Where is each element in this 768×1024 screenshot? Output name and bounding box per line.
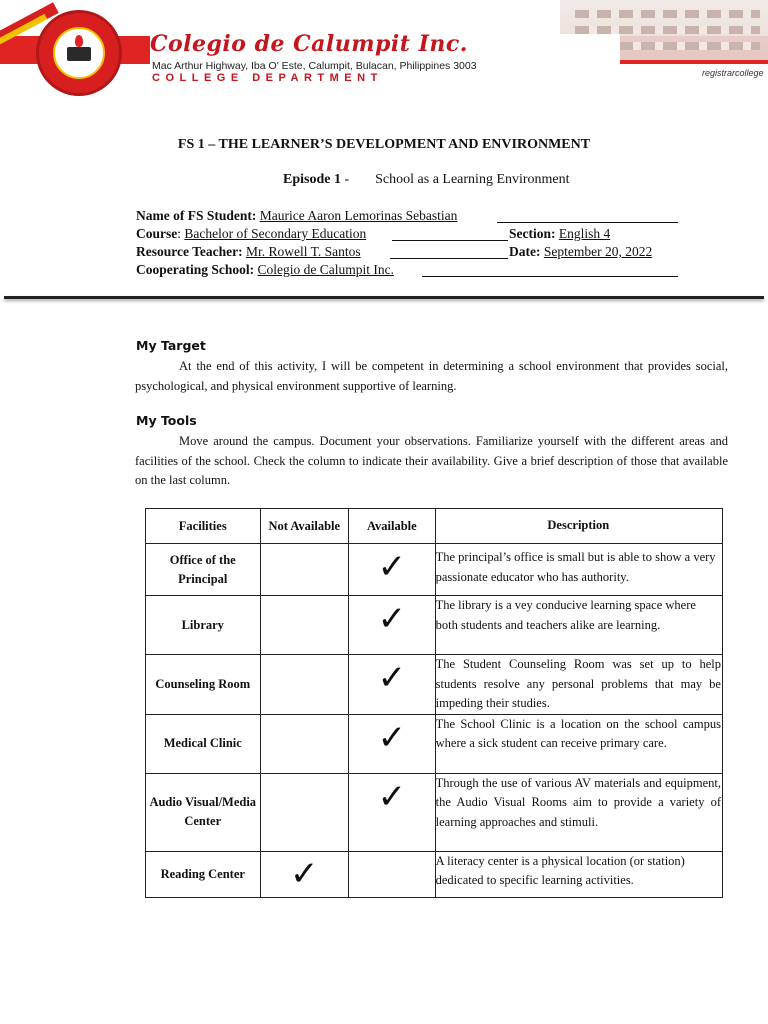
document-title: FS 1 – THE LEARNER’S DEVELOPMENT AND ENVIRONMENT — [177, 137, 591, 152]
school-seal-logo — [36, 10, 122, 96]
teacher-value: Mr. Rowell T. Santos — [245, 244, 361, 259]
not-available-cell — [260, 544, 349, 596]
course-separator: : — [177, 226, 182, 241]
description-cell: The School Clinic is a location on the school campus where a sick student can receive primary care. — [435, 714, 722, 773]
table-row — [146, 596, 723, 655]
table-header-row — [146, 509, 723, 544]
course-label: Course — [136, 226, 178, 241]
not-available-cell — [260, 714, 349, 773]
episode-title: School as a Learning Environment — [375, 172, 570, 187]
description-cell: A literacy center is a physical location (or station) dedicated to specific learning activities. — [435, 851, 722, 897]
available-cell — [349, 714, 436, 773]
header-available: Available — [349, 509, 436, 544]
header-facilities: Facilities — [146, 509, 261, 544]
facility-name: Office of the Principal — [146, 544, 261, 596]
checkmark-icon: ✓ — [290, 854, 319, 894]
date-row — [509, 244, 652, 260]
description-cell: The library is a vey conducive learning space where both students and teachers alike are learning. — [435, 596, 722, 655]
student-name-label: Name of FS Student: — [136, 208, 257, 223]
facility-name: Library — [146, 596, 261, 655]
school-address: Mac Arthur Highway, Iba O' Este, Calumpit, Bulacan, Philippines 3003 — [152, 60, 477, 72]
checkmark-icon: ✓ — [377, 547, 407, 587]
description-cell: The Student Counseling Room was set up to help students resolve any personal problems that may be impeding their studies. — [435, 655, 722, 715]
available-cell — [349, 544, 436, 596]
course-value: Bachelor of Secondary Education — [184, 226, 367, 241]
student-name-line — [497, 222, 678, 223]
facility-name: Reading Center — [146, 851, 261, 897]
school-line — [422, 276, 678, 277]
department-name: COLLEGE DEPARTMENT — [152, 72, 383, 84]
header-description: Description — [435, 509, 722, 544]
target-heading: My Target — [136, 338, 206, 353]
not-available-cell — [260, 596, 349, 655]
checkmark-icon: ✓ — [377, 599, 407, 639]
section-row — [509, 226, 610, 242]
description-cell: The principal’s office is small but is able to show a very passionate educator who has authority. — [435, 544, 722, 596]
header-divider — [4, 296, 764, 299]
teacher-label: Resource Teacher: — [136, 244, 243, 259]
target-text: At the end of this activity, I will be competent in determining a school environment that provides social, psychological, and physical environment supportive of learning. — [135, 359, 728, 393]
building-windows — [575, 26, 760, 34]
episode-line — [283, 172, 570, 188]
school-name: Colegio de Calumpit Inc. — [150, 31, 468, 57]
checkmark-icon: ✓ — [377, 776, 407, 817]
facility-name: Audio Visual/Media Center — [146, 773, 261, 851]
table-row — [146, 773, 723, 851]
facility-name: Medical Clinic — [146, 714, 261, 773]
tools-text: Move around the campus. Document your observations. Familiarize yourself with the different areas and facilities of the school. Check the column to indicate their availability. Give a brief description of those that available on the last column. — [135, 434, 728, 487]
description-cell: Through the use of various AV materials and equipment, the Audio Visual Rooms aim to provide a variety of learning approaches and stimuli. — [435, 773, 722, 851]
student-name: Maurice Aaron Lemorinas Sebastian — [259, 208, 458, 223]
school-row — [136, 262, 394, 278]
book-icon — [67, 47, 91, 61]
section-label: Section: — [509, 226, 556, 241]
not-available-cell — [260, 655, 349, 715]
course-line — [392, 240, 508, 241]
building-windows — [575, 10, 760, 18]
torch-icon — [75, 35, 83, 47]
seal-emblem — [53, 27, 105, 79]
available-cell — [349, 851, 436, 897]
tools-paragraph — [135, 432, 728, 491]
student-name-row — [136, 208, 457, 224]
table-row — [146, 851, 723, 897]
tools-heading: My Tools — [136, 413, 197, 428]
checkmark-icon: ✓ — [377, 717, 407, 758]
date-label: Date: — [509, 244, 541, 259]
school-value: Colegio de Calumpit Inc. — [257, 262, 394, 277]
registrar-email: registrarcollege — [702, 68, 764, 78]
not-available-cell — [260, 773, 349, 851]
letterhead — [0, 0, 768, 100]
teacher-line — [390, 258, 508, 259]
available-cell — [349, 773, 436, 851]
episode-label: Episode 1 — [283, 172, 341, 187]
table-row — [146, 655, 723, 715]
facility-name: Counseling Room — [146, 655, 261, 715]
available-cell — [349, 596, 436, 655]
checkmark-icon: ✓ — [377, 658, 407, 698]
teacher-row — [136, 244, 361, 260]
episode-separator: - — [340, 172, 350, 187]
header-not-available: Not Available — [260, 509, 349, 544]
school-label: Cooperating School: — [136, 262, 255, 277]
date-value: September 20, 2022 — [543, 244, 653, 259]
available-cell — [349, 655, 436, 715]
section-value: English 4 — [558, 226, 611, 241]
course-row — [136, 226, 366, 242]
table-row — [146, 714, 723, 773]
not-available-cell — [260, 851, 349, 897]
target-paragraph — [135, 357, 728, 396]
facilities-table — [145, 508, 723, 898]
table-row — [146, 544, 723, 596]
